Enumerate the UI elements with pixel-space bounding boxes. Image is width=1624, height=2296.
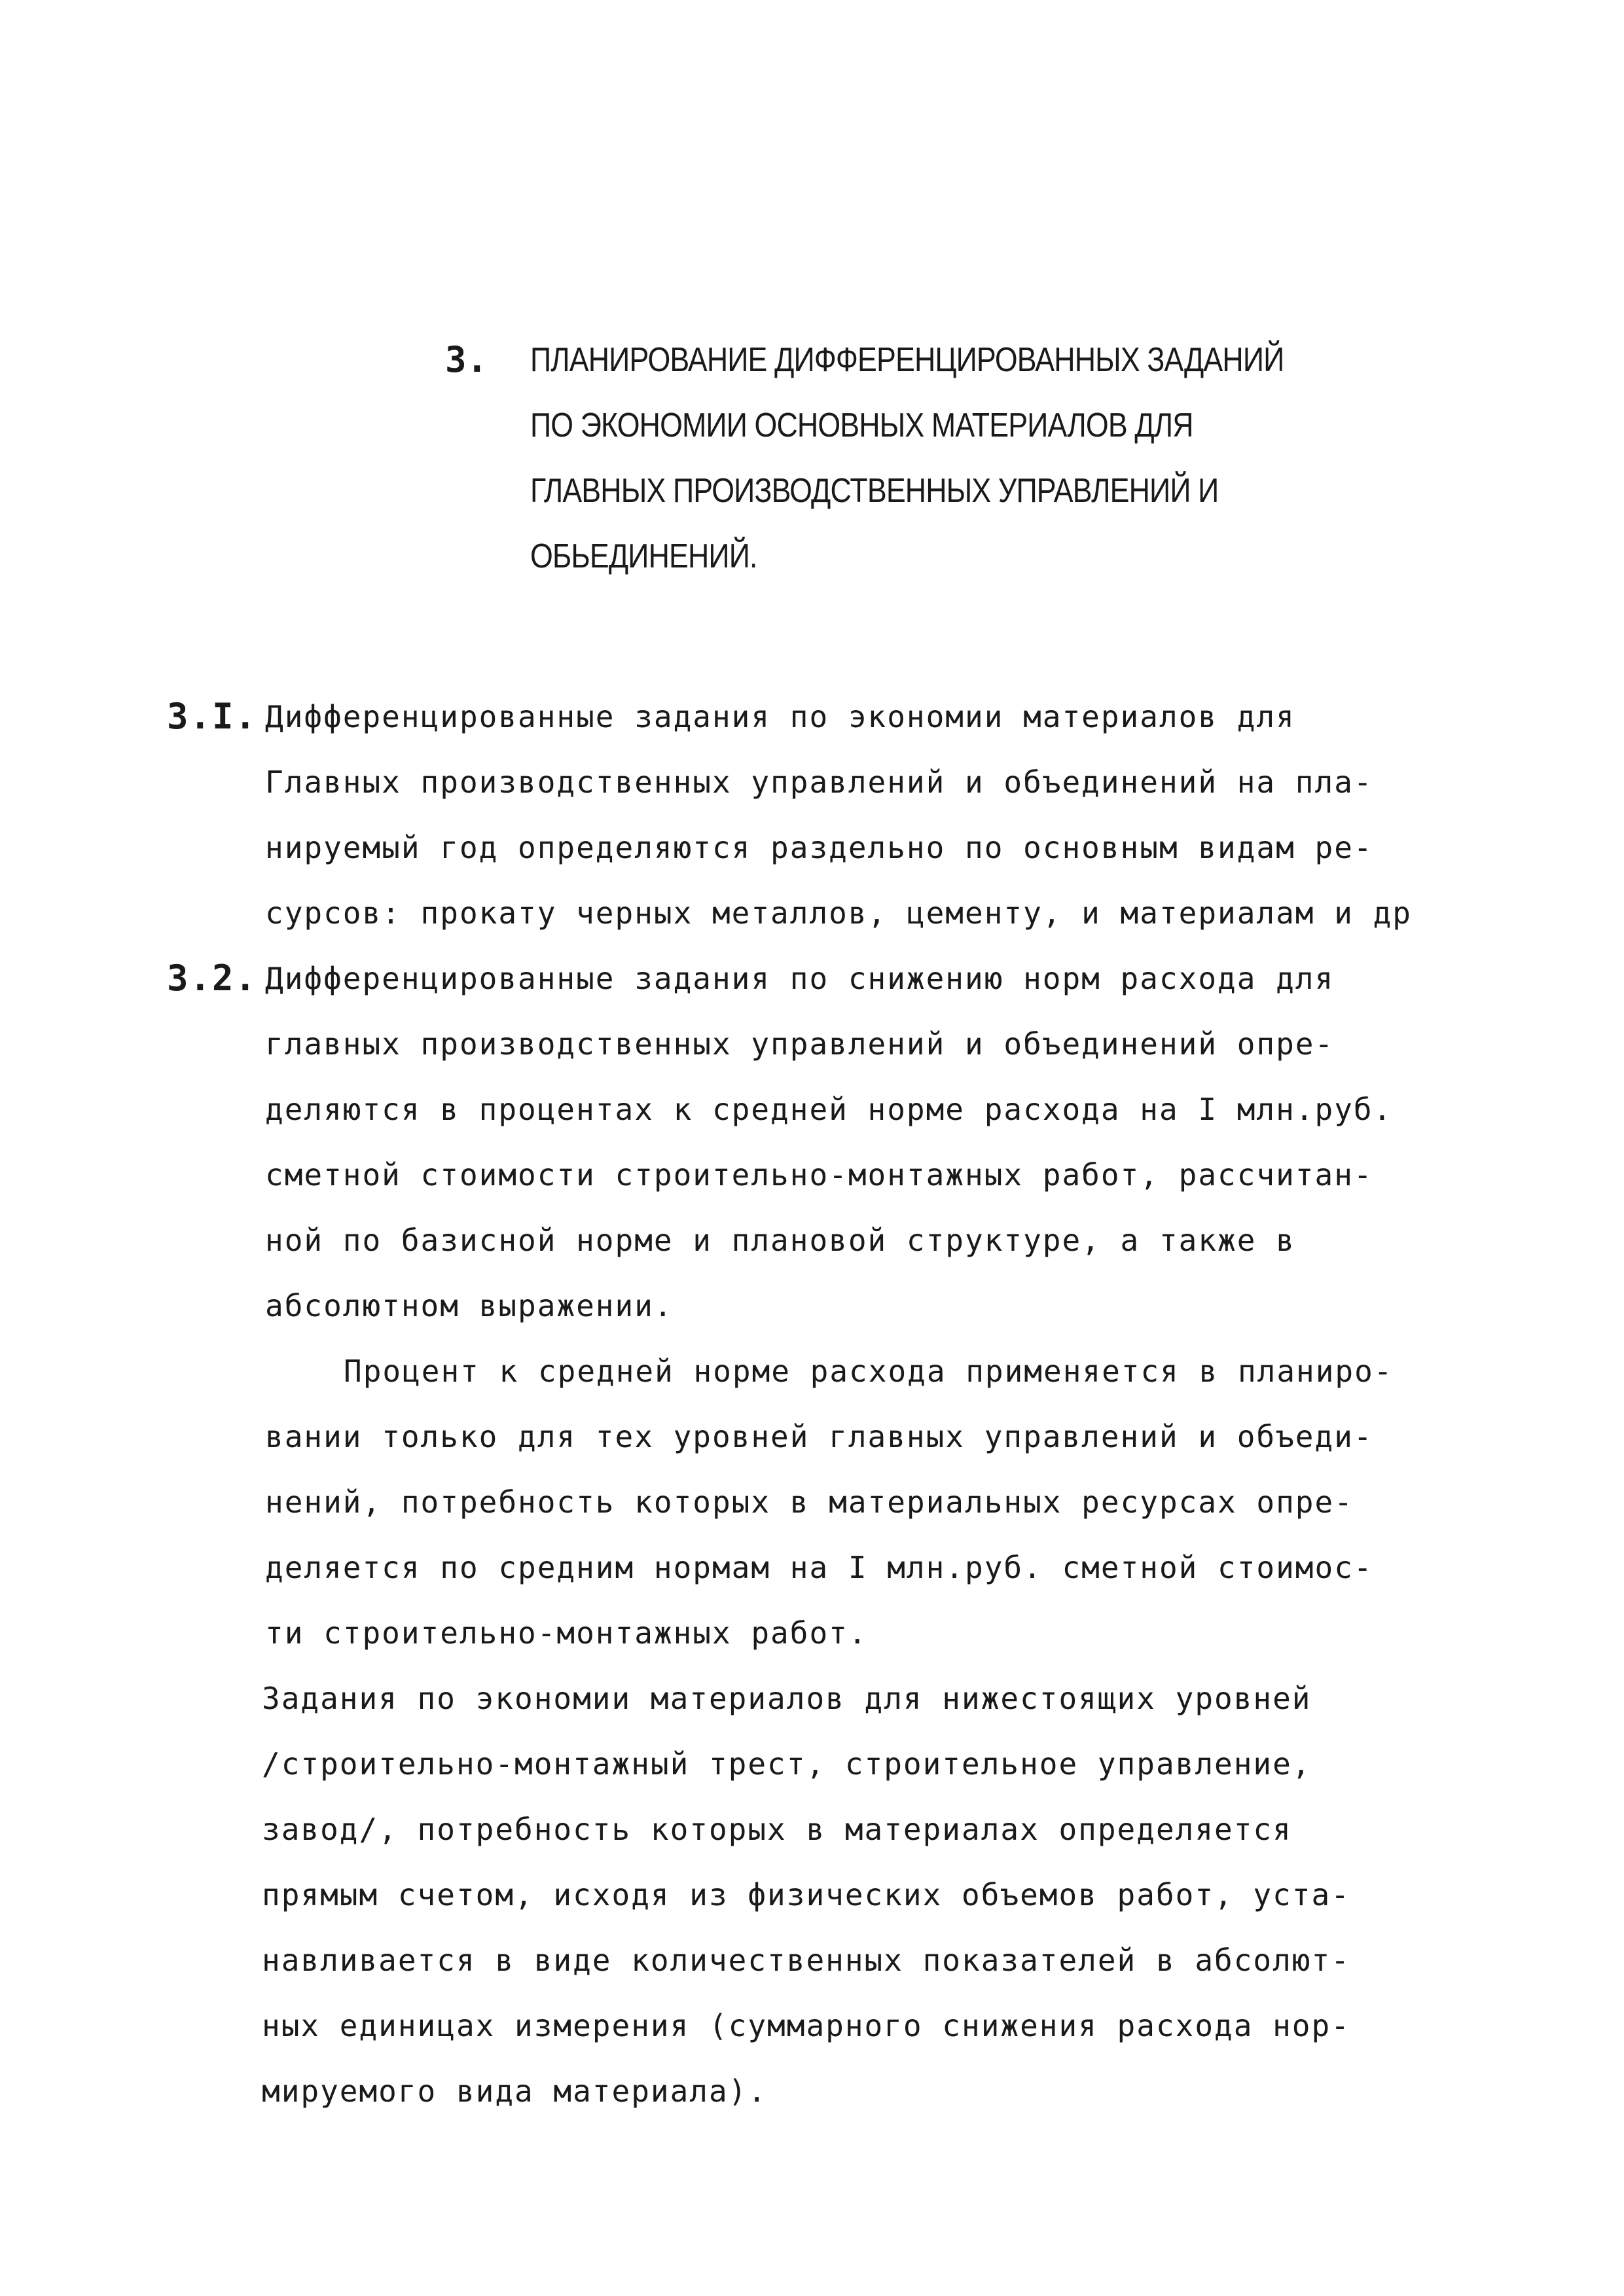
section-title-line: ПЛАНИРОВАНИЕ ДИФФЕРЕНЦИРОВАННЫХ ЗАДАНИЙ — [530, 341, 1284, 379]
section-number: 3. — [445, 339, 488, 380]
text-line: мируемого вида материала). — [262, 2073, 768, 2109]
text-line: прямым счетом, исходя из физических объемов работ, уста- — [262, 1877, 1350, 1912]
text-line: деляется по средним нормам на I млн.руб. сметной стоимос- — [265, 1550, 1373, 1585]
text-line: нений, потребность которых в материальных ресурсах опре- — [265, 1484, 1354, 1520]
text-line: /строительно-монтажный трест, строительное управление, — [262, 1746, 1312, 1782]
text-line: главных производственных управлений и объединений опре- — [265, 1026, 1335, 1062]
section-title-line: ГЛАВНЫХ ПРОИЗВОДСТВЕННЫХ УПРАВЛЕНИЙ И — [530, 472, 1219, 510]
text-line: ти строительно-монтажных работ. — [265, 1615, 868, 1651]
section-title-line: ОБЬЕДИНЕНИЙ. — [530, 537, 757, 575]
text-line: нируемый год определяются раздельно по основным видам ре- — [265, 830, 1373, 865]
text-line: завод/, потребность которых в материалах определяется — [262, 1812, 1292, 1847]
text-line: Дифференцированные задания по снижению норм расхода для — [265, 961, 1335, 996]
text-line: навливается в виде количественных показателей в абсолют- — [262, 1943, 1350, 1978]
text-line: Процент к средней норме расхода применяется в планиро- — [344, 1354, 1394, 1389]
paragraph-plain — [262, 1666, 1350, 2124]
section-title-line: ПО ЭКОНОМИИ ОСНОВНЫХ МАТЕРИАЛОВ ДЛЯ — [530, 406, 1193, 444]
text-line: абсолютном выражении. — [265, 1288, 674, 1323]
clause-text — [265, 684, 1412, 946]
text-line: вании только для тех уровней главных управлений и объеди- — [265, 1419, 1373, 1454]
text-line: Главных производственных управлений и объединений на пла- — [265, 764, 1373, 800]
text-line: сметной стоимости строительно-монтажных работ, рассчитан- — [265, 1157, 1373, 1193]
text-line: Дифференцированные задания по экономии материалов для — [265, 699, 1295, 734]
text-line: ной по базисной норме и плановой структуре, а также в — [265, 1223, 1295, 1258]
paragraph-indented — [265, 1338, 1394, 1666]
text-line: Задания по экономии материалов для нижестоящих уровней — [262, 1681, 1312, 1716]
clause-text — [265, 946, 1392, 1338]
clause-number: 3.I. — [167, 696, 258, 737]
text-line: деляются в процентах к средней норме расхода на I млн.руб. — [265, 1092, 1393, 1127]
text-line: ных единицах измерения (суммарного снижения расхода нор- — [262, 2008, 1350, 2043]
text-line: сурсов: прокату черных металлов, цементу, и материалам и др — [265, 895, 1412, 931]
section-title — [530, 327, 1447, 589]
clause-number: 3.2. — [167, 958, 258, 999]
